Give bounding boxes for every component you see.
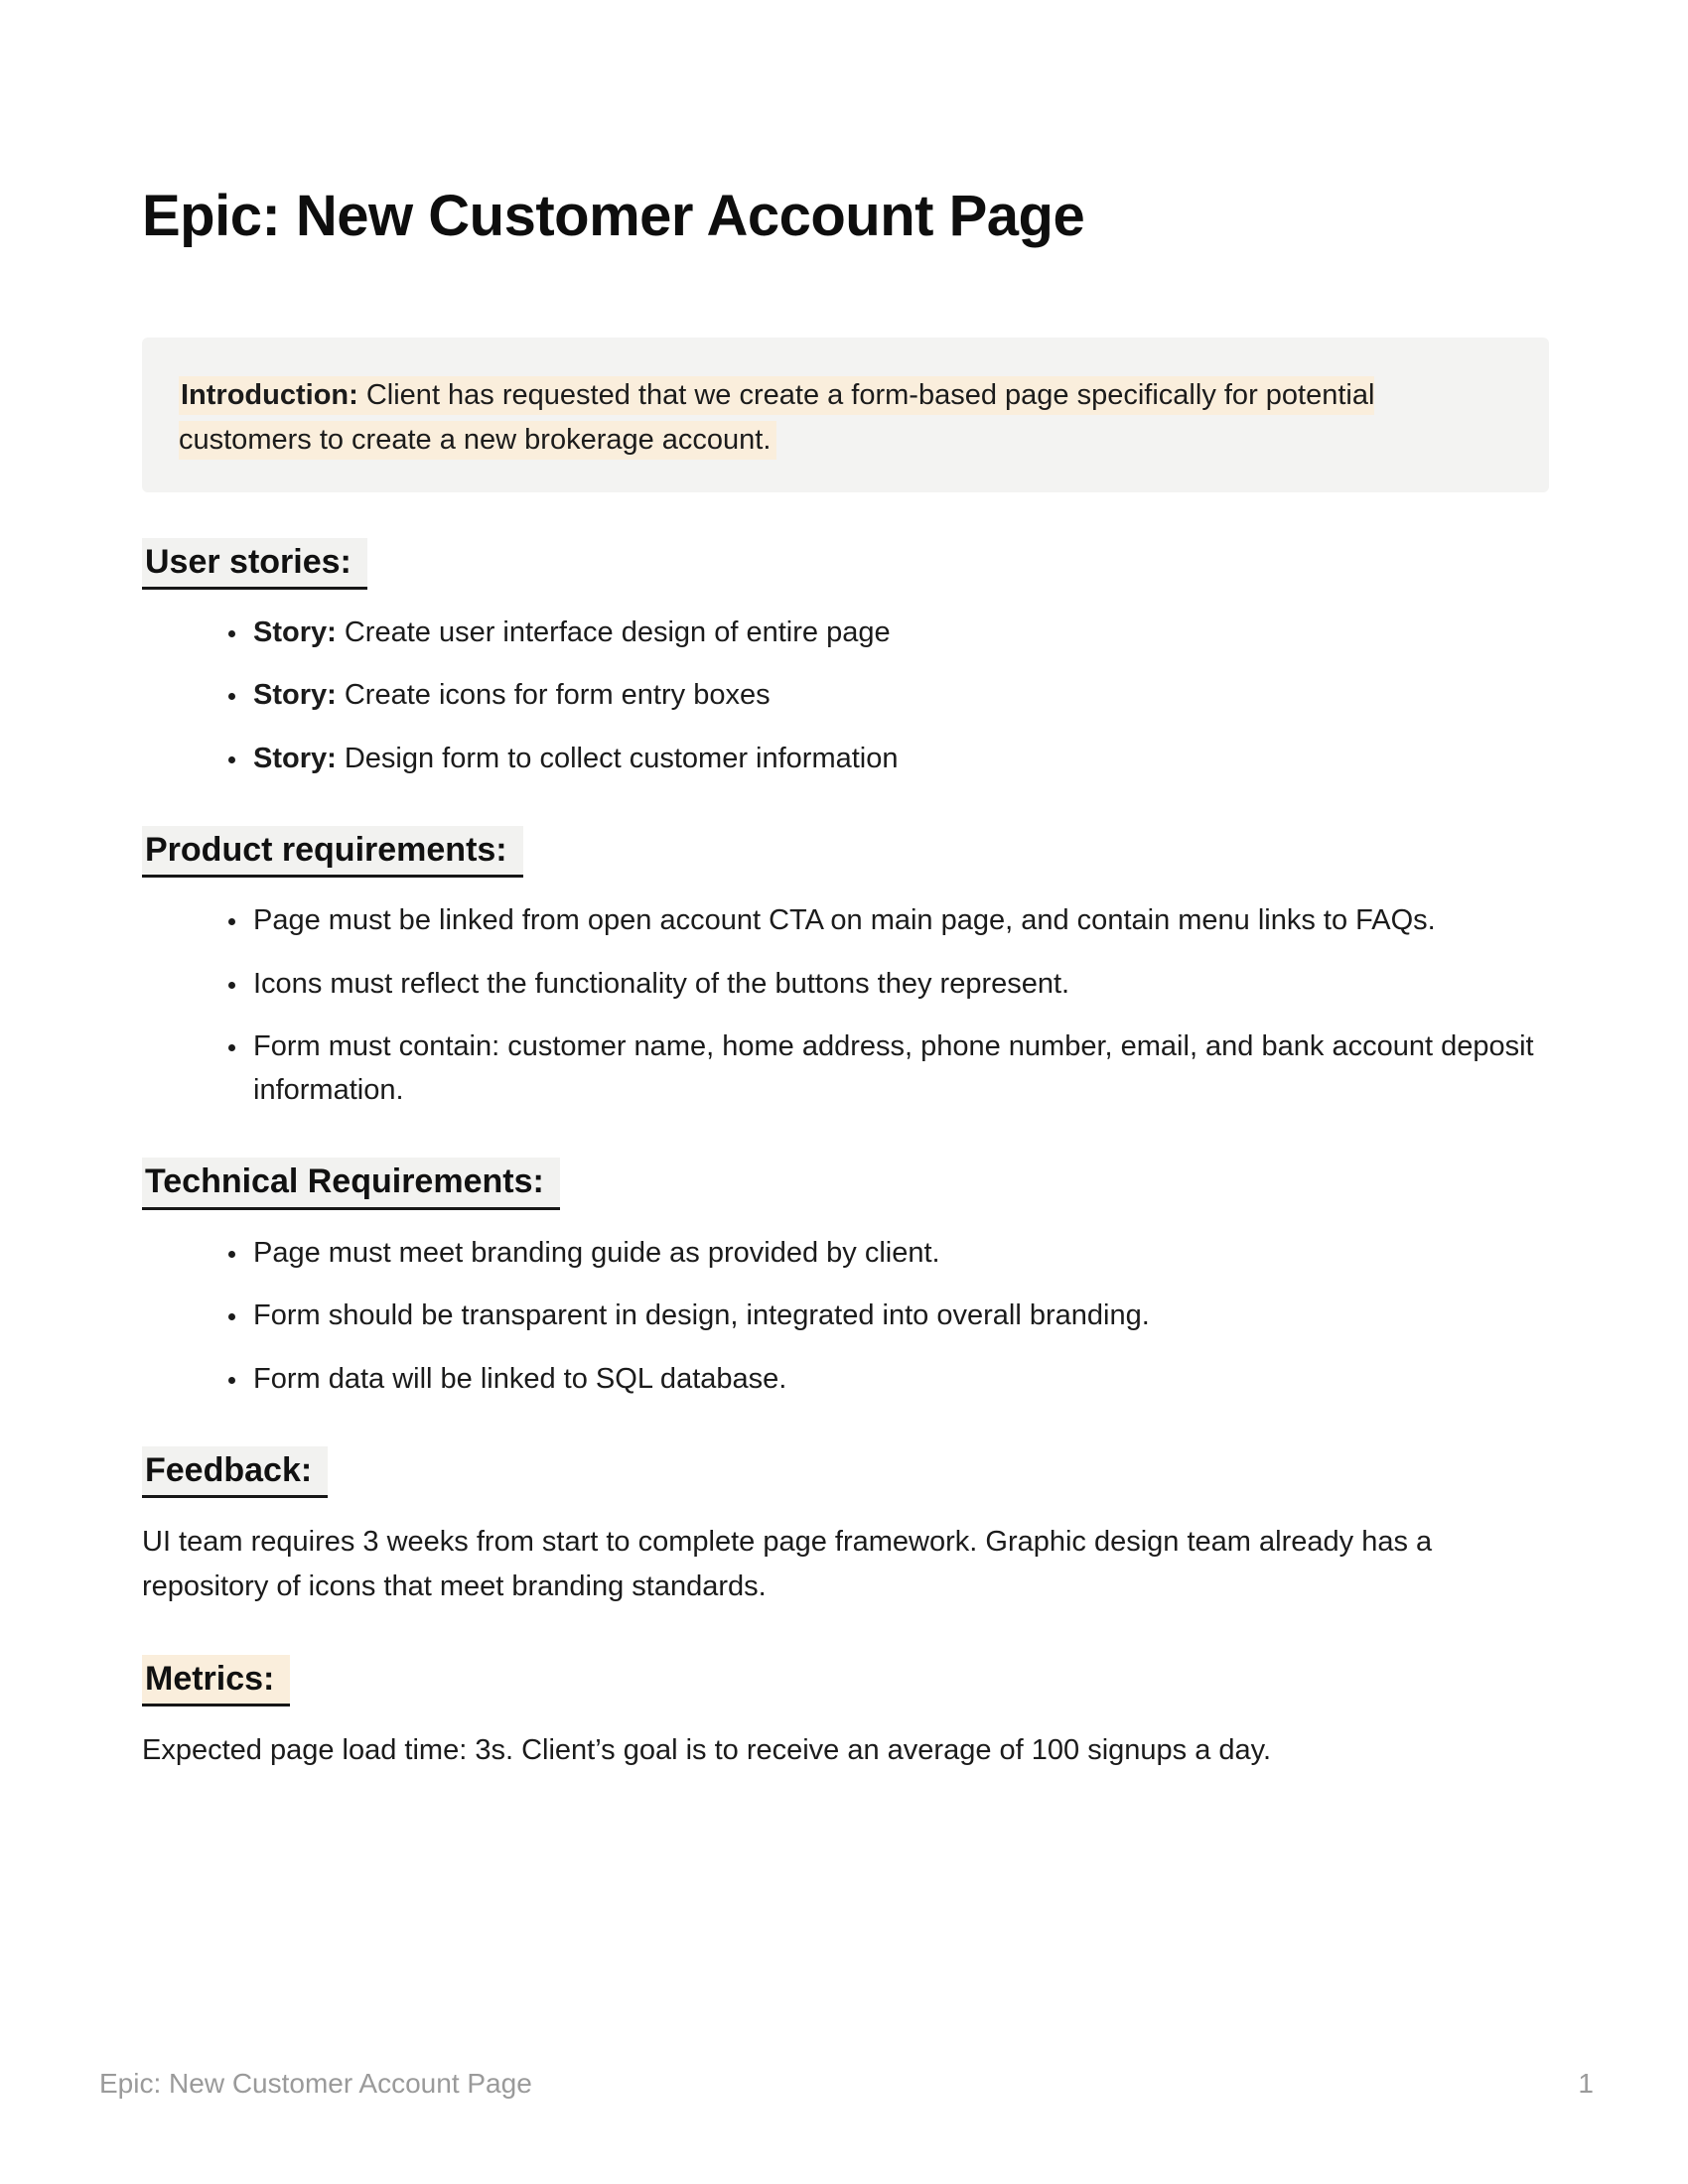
product-requirements-list: [142, 899, 1549, 1112]
introduction-text: Client has requested that we create a form-based page specifically for potential customers to create a new brokerage account.: [179, 378, 1375, 456]
list-item: [249, 674, 1549, 718]
introduction-label: Introduction:: [181, 378, 358, 411]
metrics-paragraph: Expected page load time: 3s. Client’s goal is to receive an average of 100 signups a day.: [142, 1734, 1272, 1767]
list-item: [249, 963, 1549, 1007]
list-item-text: Form data will be linked to SQL database.: [253, 1362, 787, 1395]
story-label: Story:: [253, 615, 337, 648]
list-item-text: Icons must reflect the functionality of the buttons they represent.: [253, 967, 1070, 1000]
page-footer: [99, 2068, 1594, 2100]
technical-requirements-list: [142, 1232, 1549, 1402]
heading-metrics: Metrics:: [142, 1655, 1549, 1706]
list-item-text: Create user interface design of entire page: [336, 615, 891, 648]
list-item-text: Design form to collect customer information: [336, 742, 899, 774]
list-item-text: Page must meet branding guide as provided by client.: [253, 1236, 940, 1269]
list-item: [249, 612, 1549, 655]
story-label: Story:: [253, 742, 337, 774]
list-item-text: Form should be transparent in design, integrated into overall branding.: [253, 1299, 1150, 1332]
list-item: [249, 1025, 1549, 1112]
footer-page-number: 1: [1578, 2068, 1594, 2099]
list-item: [249, 1295, 1549, 1338]
list-item-text: Form must contain: customer name, home address, phone number, email, and bank account deposit information.: [253, 1030, 1534, 1106]
list-item: [249, 1358, 1549, 1402]
footer-title: Epic: New Customer Account Page: [99, 2068, 532, 2099]
user-stories-list: [142, 612, 1549, 781]
introduction-callout: [142, 338, 1549, 492]
story-label: Story:: [253, 679, 337, 712]
list-item: [249, 899, 1549, 943]
list-item-text: Page must be linked from open account CTA on main page, and contain menu links to FAQs.: [253, 904, 1436, 937]
list-item: [249, 1232, 1549, 1276]
heading-product-requirements: Product requirements:: [142, 826, 1549, 878]
document-content: [142, 184, 1549, 2068]
introduction-paragraph: [179, 373, 1400, 463]
list-item: [249, 738, 1549, 781]
heading-feedback: Feedback:: [142, 1446, 1549, 1498]
page-title: Epic: New Customer Account Page: [142, 184, 1085, 248]
list-item-text: Create icons for form entry boxes: [336, 679, 771, 712]
introduction-highlight: [179, 376, 1374, 460]
heading-user-stories: User stories:: [142, 538, 1549, 590]
heading-technical-requirements: Technical Requirements:: [142, 1158, 1549, 1209]
feedback-paragraph: UI team requires 3 weeks from start to complete page framework. Graphic design team already has a repository of icons that meet branding standards.: [142, 1526, 1433, 1603]
